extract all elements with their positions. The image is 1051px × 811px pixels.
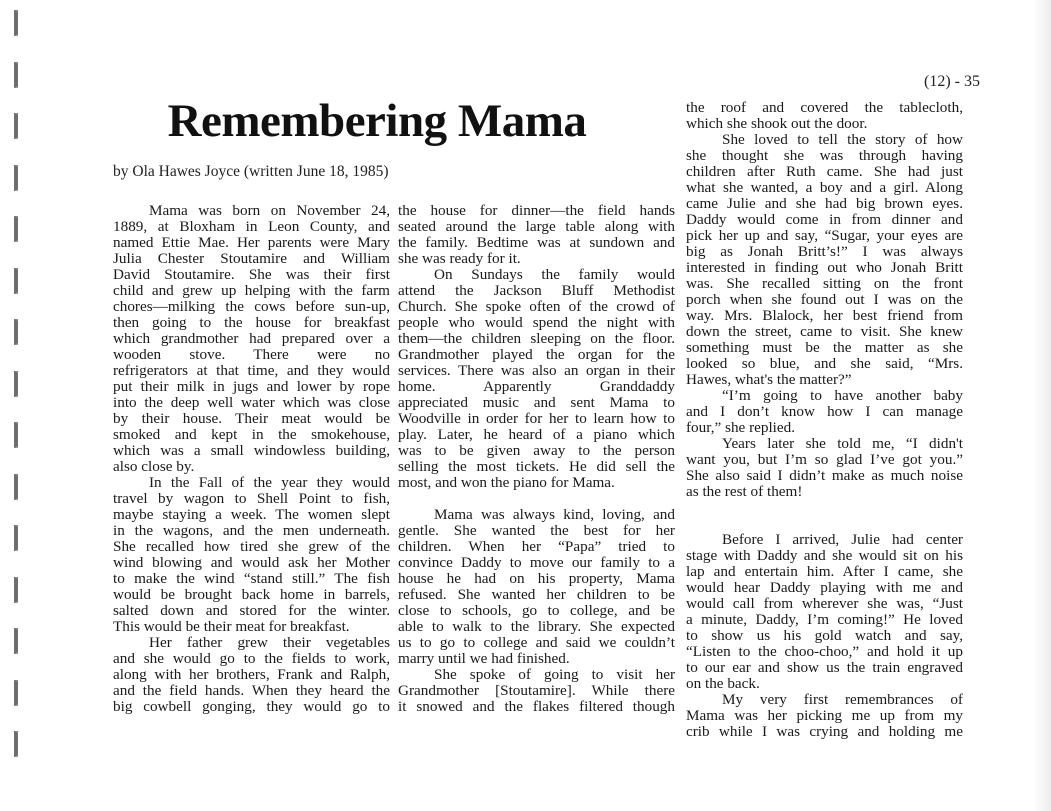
text-line: was to be given away to the person	[398, 443, 675, 459]
text-line: pick her up and say, “Sugar, your eyes are	[686, 228, 963, 244]
text-line: She spoke of going to visit her	[434, 667, 675, 683]
text-column-2	[398, 203, 675, 715]
text-line: close to schools, go to college, and be	[398, 603, 675, 619]
text-column-3	[686, 100, 963, 740]
paragraph-gap	[398, 491, 675, 507]
binding-ring	[14, 371, 18, 397]
text-line: Mama was her picking me up from my	[686, 708, 963, 724]
byline: by Ola Hawes Joyce (written June 18, 1985)	[113, 163, 389, 180]
text-line: big as Jonah Britt’s!” I was always	[686, 244, 963, 260]
text-line: Grandmother played the organ for the	[398, 347, 675, 363]
text-line: and she would go to the fields to work,	[113, 651, 390, 667]
text-line: in the wagons, and the men underneath.	[113, 523, 390, 539]
text-line: it snowed and the flakes filtered though	[398, 699, 675, 715]
binding-ring	[14, 62, 18, 88]
text-line: children after Ruth came. She had just	[686, 164, 963, 180]
binding-ring	[14, 628, 18, 654]
text-line: Hawes, what's the matter?”	[686, 372, 852, 388]
text-line: seated around the large table along with	[398, 219, 675, 235]
text-line: Woodville in order for her to learn how to	[398, 411, 675, 427]
text-line: home. Apparently Granddaddy	[398, 379, 675, 395]
text-line: into the deep well water which was close	[113, 395, 390, 411]
text-line: to show us his gold watch and say,	[686, 628, 963, 644]
text-line: would be brought back home in barrels,	[113, 587, 390, 603]
text-line: Julia Chester Stoutamire and William	[113, 251, 390, 267]
text-line: travel by wagon to Shell Point to fish,	[113, 491, 390, 507]
binding-ring	[14, 165, 18, 191]
text-line: My very first remembrances of	[722, 692, 963, 708]
text-line: marry until we had finished.	[398, 651, 570, 667]
text-line: She also said I didn’t make as much noise	[686, 468, 963, 484]
text-line: refused. She wanted her children to be	[398, 587, 675, 603]
text-line: Years later she told me, “I didn't	[722, 436, 963, 452]
text-line: children. When her “Papa” tried to	[398, 539, 675, 555]
text-line: them—the children sleeping on the floor.	[398, 331, 675, 347]
text-line: On Sundays the family would	[434, 267, 675, 283]
text-line: attend the Jackson Bluff Methodist	[398, 283, 675, 299]
text-line: She loved to tell the story of how	[722, 132, 963, 148]
text-line: house he had on his property, Mama	[398, 571, 675, 587]
binding-ring	[14, 680, 18, 706]
text-line: She recalled how tired she grew of the	[113, 539, 390, 555]
text-line: also close by.	[113, 459, 195, 475]
text-line: which was a small windowless building,	[113, 443, 390, 459]
text-line: looked so blue, and she said, “Mrs.	[686, 356, 963, 372]
text-line: appreciated music and sent Mama to	[398, 395, 675, 411]
text-line: “Listen to the choo-choo,” and hold it up	[686, 644, 963, 660]
text-line: child and grew up helping with the farm	[113, 283, 390, 299]
text-line: crib while I was crying and holding me	[686, 724, 963, 740]
text-line: Mama was always kind, loving, and	[434, 507, 675, 523]
text-line: wind blowing and would ask her Mother	[113, 555, 390, 571]
text-line: salted down and stored for the winter.	[113, 603, 390, 619]
text-line: big cowbell gonging, they would go to	[113, 699, 390, 715]
text-line: the roof and covered the tablecloth,	[686, 100, 963, 116]
text-column-1	[113, 203, 390, 715]
text-line: wooden stove. There were no	[113, 347, 390, 363]
text-line: David Stoutamire. She was their first	[113, 267, 390, 283]
text-line: came Julie and she had big brown eyes.	[686, 196, 963, 212]
text-line: lap and entertain him. After I came, she	[686, 564, 963, 580]
binding-ring	[14, 113, 18, 139]
text-line: able to walk to the library. She expected	[398, 619, 675, 635]
text-line: way. Mrs. Blalock, her best friend from	[686, 308, 963, 324]
text-line: the family. Bedtime was at sundown and	[398, 235, 675, 251]
text-line: four,” she replied.	[686, 420, 796, 436]
text-line: chores—milking the cows before sun-up,	[113, 299, 390, 315]
text-line: In the Fall of the year they would	[149, 475, 390, 491]
text-line: which she shook out the door.	[686, 116, 868, 132]
text-line: maybe staying a week. The women slept	[113, 507, 390, 523]
text-line: interested in finding out who Jonah Britt	[686, 260, 963, 276]
text-line: gentle. She wanted the best for her	[398, 523, 675, 539]
text-line: This would be their meat for breakfast.	[113, 619, 350, 635]
text-line: then going to the house for breakfast	[113, 315, 390, 331]
text-line: as the rest of them!	[686, 484, 803, 500]
text-line: Her father grew their vegetables	[149, 635, 390, 651]
binding-ring	[14, 474, 18, 500]
text-line: was. She recalled sitting on the front	[686, 276, 963, 292]
text-line: by their house. Their meat would be	[113, 411, 390, 427]
text-line: to make the wind “stand still.” The fish	[113, 571, 390, 587]
text-line: which grandmother had prepared over a	[113, 331, 390, 347]
text-line: she thought she was through having	[686, 148, 963, 164]
text-line: convince Daddy to move our family to a	[398, 555, 675, 571]
binding-ring	[14, 10, 18, 36]
paragraph-gap	[686, 500, 963, 516]
text-line: the house for dinner—the field hands	[398, 203, 675, 219]
text-line: most, and won the piano for Mama.	[398, 475, 615, 491]
binding-ring	[14, 577, 18, 603]
text-line: what she wanted, a boy and a girl. Along	[686, 180, 963, 196]
text-line: stage with Daddy and she would sit on his	[686, 548, 963, 564]
text-line: refrigerators at that time, and they would	[113, 363, 390, 379]
text-line: us to go to college and said we couldn’t	[398, 635, 675, 651]
text-line: “I’m going to have another baby	[722, 388, 963, 404]
text-line: and the field hands. When they heard the	[113, 683, 390, 699]
binding-ring	[14, 216, 18, 242]
text-line: along with her brothers, Frank and Ralph,	[113, 667, 390, 683]
text-line: services. There was also an organ in their	[398, 363, 675, 379]
text-line: people who would spend the night with	[398, 315, 675, 331]
text-line: put their milk in jugs and lower by rope	[113, 379, 390, 395]
text-line: to our ear and show us the train engraved	[686, 660, 963, 676]
binding-ring	[14, 319, 18, 345]
text-line: named Ettie Mae. Her parents were Mary	[113, 235, 390, 251]
text-line: and I don’t know how I can manage	[686, 404, 963, 420]
text-line: a minute, Daddy, I’m coming!” He loved	[686, 612, 963, 628]
text-line: want you, but I’m so glad I’ve got you.”	[686, 452, 963, 468]
binding-ring	[14, 268, 18, 294]
text-line: play. Later, he heard of a piano which	[398, 427, 675, 443]
binding-ring	[14, 731, 18, 757]
text-line: selling the most tickets. He did sell the	[398, 459, 675, 475]
text-line: she was ready for it.	[398, 251, 521, 267]
text-line: Grandmother [Stoutamire]. While there	[398, 683, 675, 699]
paragraph-gap	[686, 516, 963, 532]
binding-ring	[14, 422, 18, 448]
spiral-binding	[14, 0, 28, 811]
text-line: Before I arrived, Julie had center	[722, 532, 963, 548]
page-edge-shadow	[1033, 0, 1051, 811]
text-line: something must be the matter as she	[686, 340, 963, 356]
text-line: Daddy would come in from dinner and	[686, 212, 963, 228]
text-line: would hear Daddy playing with me and	[686, 580, 963, 596]
text-line: smoked and kept in the smokehouse,	[113, 427, 390, 443]
text-line: would call from wherever she was, “Just	[686, 596, 963, 612]
text-line: 1889, at Bloxham in Leon County, and	[113, 219, 390, 235]
text-line: on the back.	[686, 676, 760, 692]
article-title: Remembering Mama	[167, 95, 587, 147]
page-number: (12) - 35	[924, 73, 980, 90]
binding-ring	[14, 525, 18, 551]
text-line: Church. She spoke often of the crowd of	[398, 299, 675, 315]
text-line: porch when she found out I was on the	[686, 292, 963, 308]
text-line: down the street, came to visit. She knew	[686, 324, 963, 340]
text-line: Mama was born on November 24,	[149, 203, 390, 219]
